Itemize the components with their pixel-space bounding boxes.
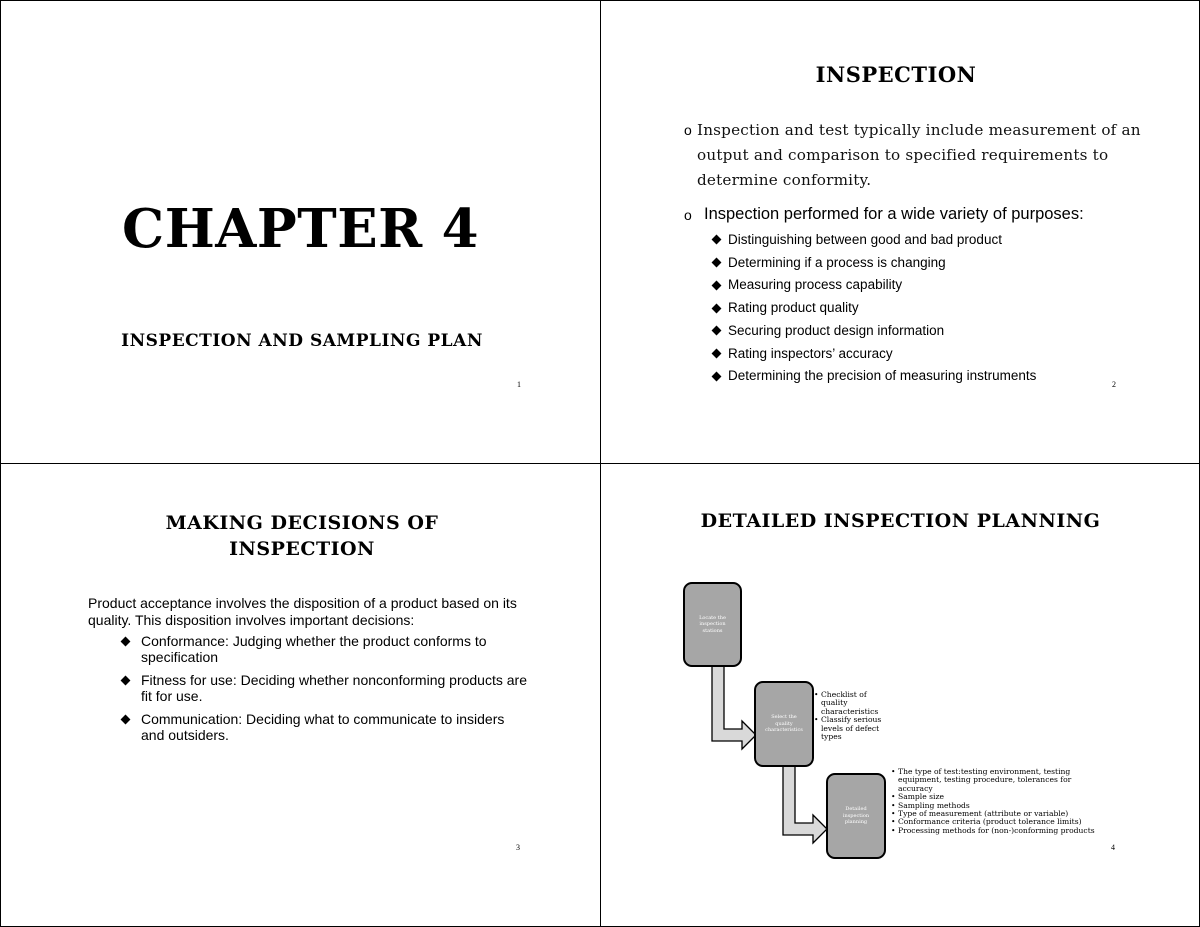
flow-step-locate-stations: Locate the inspection stations (683, 582, 742, 667)
list-item: Distinguishing between good and bad product (709, 229, 1036, 252)
note-item: • Classify serious levels of defect types (814, 716, 890, 741)
list-item: Conformance: Judging whether the product conforms to specification (120, 633, 530, 665)
list-item: Rating inspectors’ accuracy (709, 343, 1036, 366)
note-item: • Sampling methods (891, 802, 1096, 810)
step3-notes (891, 768, 1096, 835)
slide-title: INSPECTION (815, 62, 977, 87)
note-item: • Type of measurement (attribute or variable) (891, 810, 1096, 818)
note-item: • Checklist of quality characteristics (814, 691, 890, 716)
step2-notes (814, 691, 890, 741)
bent-arrow-2 (783, 766, 827, 843)
list-item: Determining the precision of measuring instruments (709, 365, 1036, 388)
flow-step-select-characteristics: Select the quality characteristics (754, 681, 814, 767)
list-item: Fitness for use: Deciding whether nonconforming products are fit for use. (120, 672, 530, 704)
page-number: 1 (517, 380, 521, 389)
slide-title: DETAILED INSPECTION PLANNING (700, 510, 1101, 532)
list-item: Measuring process capability (709, 274, 1036, 297)
page-number: 4 (1111, 843, 1115, 852)
note-item: • The type of test:testing environment, testing equipment, testing procedure, tolerances for accuracy (891, 768, 1096, 793)
decisions-intro: Product acceptance involves the disposition of a product based on its quality. This disposition involves important decisions: (88, 595, 517, 628)
bullet-marker: o (684, 122, 692, 138)
chapter-subtitle: INSPECTION AND SAMPLING PLAN (121, 331, 483, 351)
page-number: 3 (516, 843, 520, 852)
list-item: Rating product quality (709, 297, 1036, 320)
list-item: Securing product design information (709, 320, 1036, 343)
note-item: • Processing methods for (non-)conforming products (891, 827, 1096, 835)
note-item: • Conformance criteria (product tolerance limits) (891, 818, 1096, 826)
list-item: Communication: Deciding what to communicate to insiders and outsiders. (120, 711, 530, 743)
flow-step-detailed-planning: Detailed inspection planning (826, 773, 886, 859)
inspection-paragraph: Inspection and test typically include measurement of an output and comparison to specified requirements to determine conformity. (697, 121, 1141, 189)
bullet-marker: o (684, 207, 692, 223)
slide-title: MAKING DECISIONS OF INSPECTION (165, 512, 439, 560)
page-number: 2 (1112, 380, 1116, 389)
list-item: Determining if a process is changing (709, 252, 1036, 275)
chapter-title: CHAPTER 4 (122, 198, 479, 260)
purposes-intro: Inspection performed for a wide variety of purposes: (704, 205, 1084, 223)
bent-arrow-1 (712, 666, 756, 749)
note-item: • Sample size (891, 793, 1096, 801)
